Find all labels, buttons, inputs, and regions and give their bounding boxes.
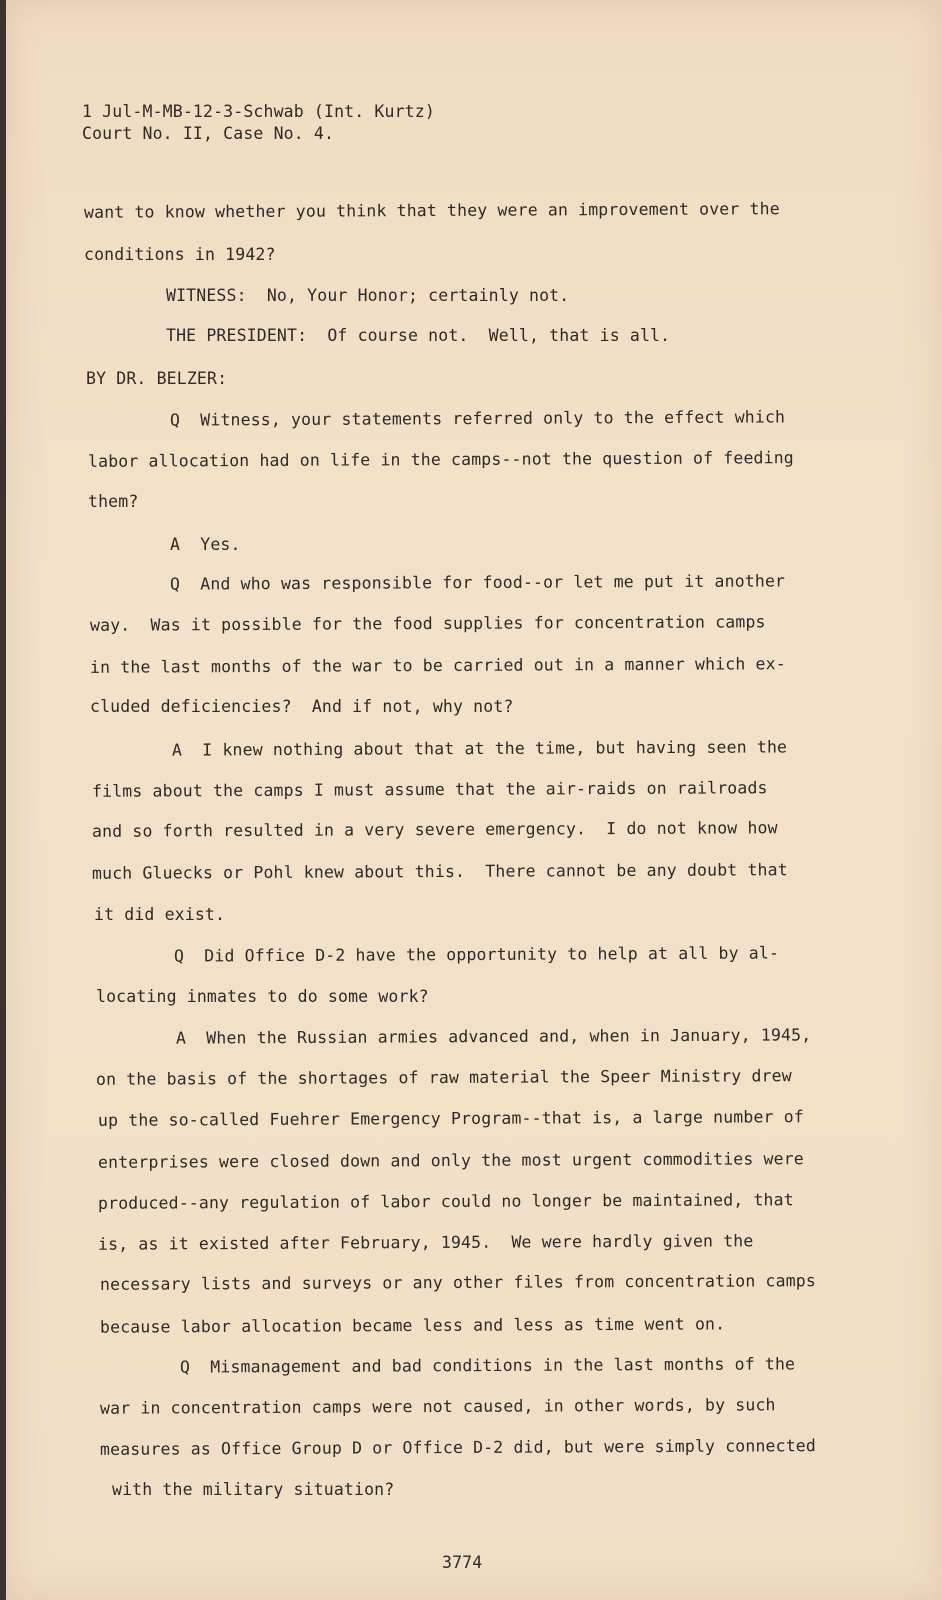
text-line: WITNESS: No, Your Honor; certainly not. xyxy=(166,286,570,305)
text-line: measures as Office Group D or Office D-2 did, but were simply connected xyxy=(99,1436,816,1459)
text-line: necessary lists and surveys or any other files from concentration camps xyxy=(99,1271,816,1294)
text-line: much Gluecks or Pohl knew about this. There cannot be any doubt that xyxy=(91,860,788,883)
text-line: them? xyxy=(88,492,139,511)
text-line: films about the camps I must assume that the air-raids on railroads xyxy=(91,778,768,801)
text-line: up the so-called Fuehrer Emergency Program--that is, a large number of xyxy=(97,1107,804,1130)
text-line: because labor allocation became less and less as time went on. xyxy=(99,1314,726,1337)
text-line: labor allocation had on life in the camps--not the question of feeding xyxy=(87,448,794,471)
text-line: enterprises were closed down and only the most urgent commodities were xyxy=(97,1149,804,1172)
text-line: war in concentration camps were not caused, in other words, by such xyxy=(99,1395,776,1418)
text-line: and so forth resulted in a very severe emergency. I do not know how xyxy=(91,818,778,841)
text-line: Q And who was responsible for food--or let me put it another xyxy=(169,571,786,594)
header-line-1: 1 Jul-M-MB-12-3-Schwab (Int. Kurtz) xyxy=(82,102,435,121)
text-line: with the military situation? xyxy=(112,1480,395,1499)
text-line: A I knew nothing about that at the time, but having seen the xyxy=(171,737,788,760)
text-line: on the basis of the shortages of raw material the Speer Ministry drew xyxy=(95,1066,792,1089)
text-line: Q Mismanagement and bad conditions in the last months of the xyxy=(179,1354,796,1377)
text-line: BY DR. BELZER: xyxy=(86,369,228,388)
text-line: produced--any regulation of labor could no longer be maintained, that xyxy=(97,1190,794,1213)
text-line: A Yes. xyxy=(170,535,241,554)
text-line: is, as it existed after February, 1945. We were hardly given the xyxy=(97,1231,754,1254)
page-number: 3774 xyxy=(442,1553,483,1572)
text-line: Q Did Office D-2 have the opportunity to help at all by al- xyxy=(173,943,780,966)
text-line: conditions in 1942? xyxy=(84,245,276,264)
text-line: cluded deficiencies? And if not, why not? xyxy=(90,697,514,716)
text-line: want to know whether you think that they were an improvement over the xyxy=(83,199,780,222)
text-line: THE PRESIDENT: Of course not. Well, that is all. xyxy=(166,326,671,345)
text-line: in the last months of the war to be carried out in a manner which ex- xyxy=(89,654,786,677)
document-page xyxy=(6,0,942,1600)
text-line: locating inmates to do some work? xyxy=(96,987,429,1006)
text-line: A When the Russian armies advanced and, when in January, 1945, xyxy=(175,1025,812,1048)
text-line: it did exist. xyxy=(94,905,226,924)
text-line: Q Witness, your statements referred only to the effect which xyxy=(169,407,786,430)
header-line-2: Court No. II, Case No. 4. xyxy=(82,124,335,143)
text-line: way. Was it possible for the food supplies for concentration camps xyxy=(89,612,766,635)
